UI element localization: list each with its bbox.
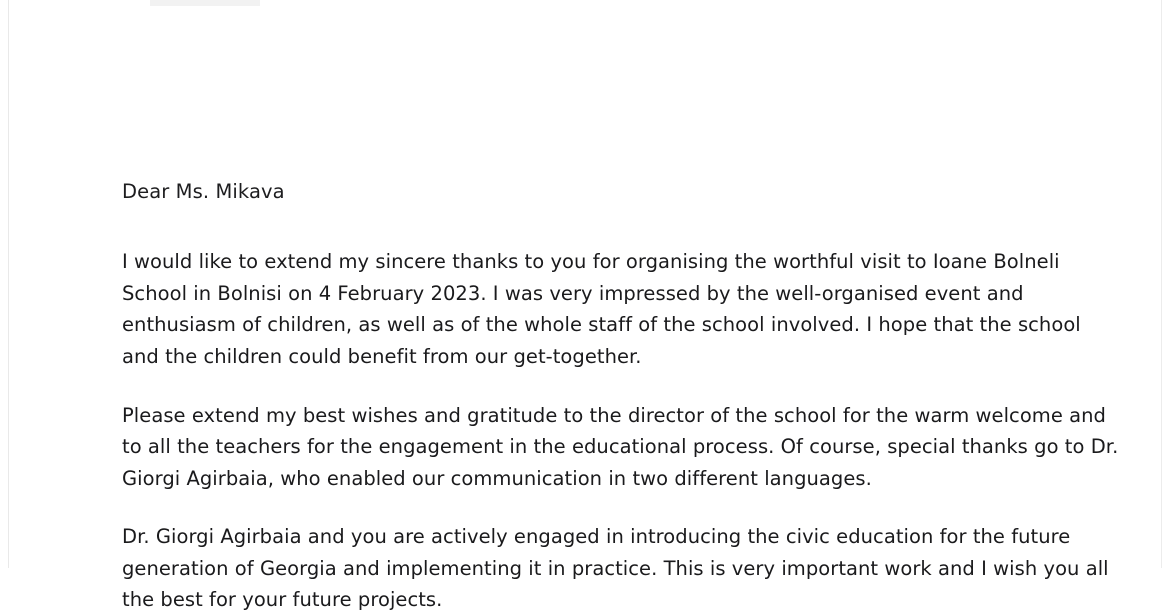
letter-paragraph-1: I would like to extend my sincere thanks to you for organising the worthful visit to Ioane Bolneli School in Bolnisi on 4 February 2023. I was very impressed by the well-organised event and enthusiasm of children, as well as of the whole staff of the school involved. I hope that the school and the children could benefit from our get-together. xyxy=(122,250,1081,368)
letter-body xyxy=(122,178,1122,616)
letter-paragraph-3: Dr. Giorgi Agirbaia and you are actively engaged in introducing the civic education for the future generation of Georgia and implementing it in practice. This is very important work and I wish you all the best for your future projects. xyxy=(122,525,1109,612)
letter-salutation: Dear Ms. Mikava xyxy=(122,180,285,203)
page-top-artifact xyxy=(150,0,260,6)
page-left-edge xyxy=(8,0,9,568)
letter-paragraph-2: Please extend my best wishes and gratitude to the director of the school for the warm welcome and to all the teachers for the engagement in the educational process. Of course, special thanks go to Dr. Giorgi Agirbaia, who enabled our communication in two different languages. xyxy=(122,403,1119,490)
page-right-edge xyxy=(1161,0,1162,568)
